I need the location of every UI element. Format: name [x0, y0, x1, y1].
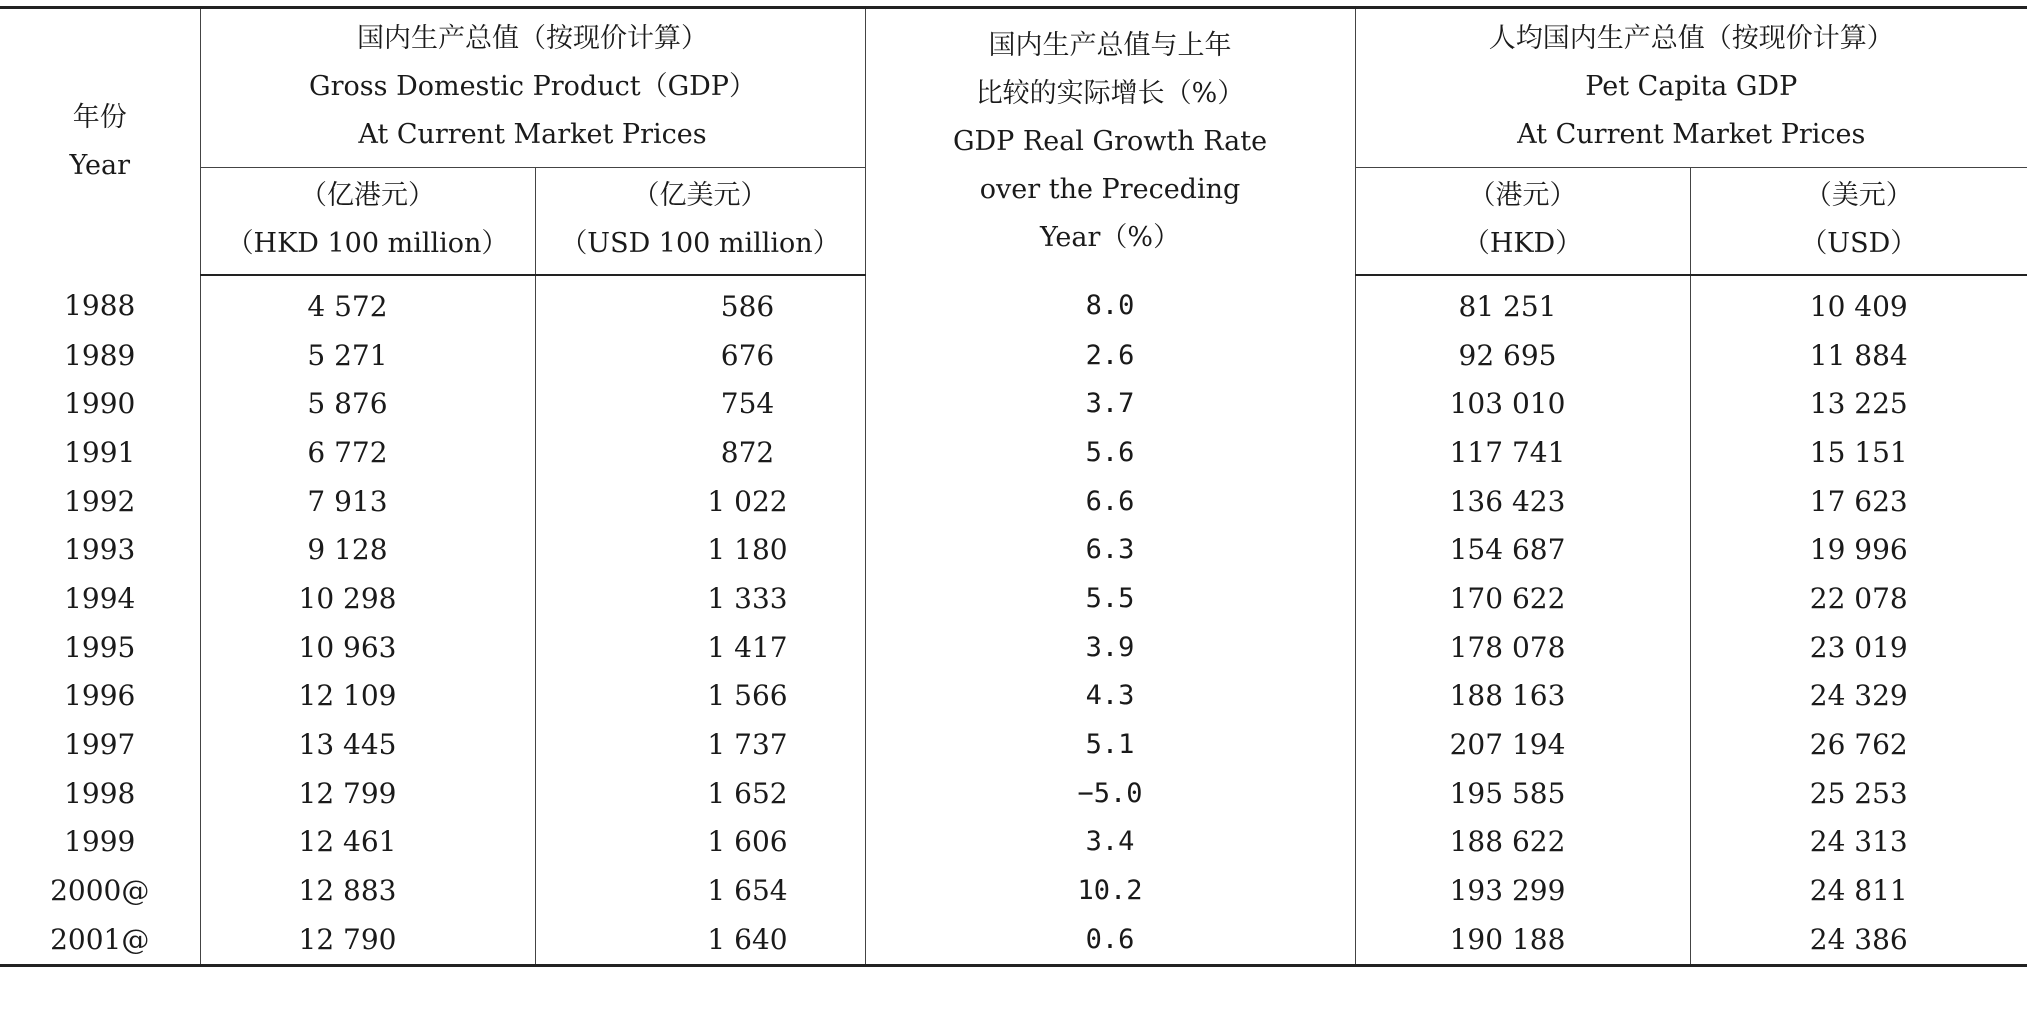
table-row: [0, 275, 2027, 331]
cell-year: 1992: [0, 477, 200, 526]
cell-gdp-hkd: 12 109: [200, 672, 535, 721]
usd-subheader-zh: （亿美元）: [632, 180, 768, 211]
table-row: [0, 574, 2027, 623]
year-header: [0, 8, 200, 276]
cell-pc-usd: 24 313: [1809, 825, 1908, 859]
year-header-en: Year: [69, 150, 130, 181]
pc-header-zh: 人均国内生产总值（按现价计算）: [1488, 23, 1894, 54]
table-row: [0, 818, 2027, 867]
cell-pc-usd: 24 386: [1690, 915, 2027, 965]
cell-pc-usd: 24 811: [1809, 874, 1908, 908]
pc-hkd-subheader-zh: （港元）: [1468, 180, 1577, 211]
cell-pc-usd: 10 409: [1809, 289, 1908, 323]
cell-pc-hkd: 170 622: [1355, 574, 1690, 623]
cell-pc-hkd: 188 163: [1355, 672, 1690, 721]
growth-header-en1: GDP Real Growth Rate: [952, 126, 1268, 157]
cell-year: 1998: [0, 769, 200, 818]
cell-pc-hkd: 207 194: [1355, 720, 1690, 769]
cell-year: 1999: [0, 818, 200, 867]
table-row: [0, 331, 2027, 380]
cell-gdp-usd: 1 417: [535, 623, 865, 672]
cell-gdp-hkd: 12 883: [200, 866, 535, 915]
table-body: [0, 275, 2027, 965]
usd-subheader-en: （USD 100 million）: [560, 228, 840, 259]
gdp-header-en2: At Current Market Prices: [358, 119, 707, 150]
cell-year: 1991: [0, 428, 200, 477]
pc-usd-subheader-zh: （美元）: [1804, 180, 1913, 211]
cell-growth: 6.6: [865, 477, 1355, 526]
per-capita-header: [1355, 8, 2027, 168]
cell-gdp-hkd: 12 461: [200, 818, 535, 867]
cell-growth: 10.2: [865, 866, 1355, 915]
pc-hkd-subheader-en: （HKD）: [1462, 228, 1583, 259]
cell-gdp-hkd: 6 772: [200, 428, 535, 477]
growth-header-zh2: 比较的实际增长（%）: [975, 78, 1245, 109]
cell-gdp-hkd: 5 271: [200, 331, 535, 380]
cell-pc-usd: 24 329: [1809, 679, 1908, 713]
cell-pc-usd: 19 996: [1809, 533, 1908, 567]
cell-growth: 0.6: [865, 915, 1355, 965]
cell-pc-hkd: 92 695: [1355, 331, 1690, 380]
cell-year: 1994: [0, 574, 200, 623]
cell-pc-usd: 25 253: [1809, 776, 1908, 810]
cell-gdp-usd: 754: [535, 379, 865, 428]
hkd-subheader-en: （HKD 100 million）: [226, 228, 509, 259]
cell-growth: 5.6: [865, 428, 1355, 477]
cell-gdp-hkd: 5 876: [200, 379, 535, 428]
table-row: [0, 672, 2027, 721]
cell-gdp-usd: 586: [535, 275, 865, 331]
cell-gdp-usd: 1 566: [535, 672, 865, 721]
gdp-header-en1: Gross Domestic Product（GDP）: [309, 71, 756, 102]
cell-pc-usd: 15 151: [1809, 435, 1908, 469]
cell-gdp-hkd: 7 913: [200, 477, 535, 526]
cell-gdp-hkd: 10 963: [200, 623, 535, 672]
table-row: [0, 623, 2027, 672]
cell-gdp-hkd: 10 298: [200, 574, 535, 623]
cell-gdp-usd: 1 022: [535, 477, 865, 526]
cell-pc-hkd: 117 741: [1355, 428, 1690, 477]
cell-growth: 4.3: [865, 672, 1355, 721]
cell-gdp-hkd: 9 128: [200, 525, 535, 574]
cell-growth: 6.3: [865, 525, 1355, 574]
cell-gdp-usd: 1 652: [535, 769, 865, 818]
table-row: [0, 477, 2027, 526]
cell-pc-usd: 26 762: [1809, 728, 1908, 762]
hkd-subheader: [200, 168, 535, 276]
cell-year: 1996: [0, 672, 200, 721]
cell-gdp-hkd: 12 799: [200, 769, 535, 818]
cell-growth: 5.5: [865, 574, 1355, 623]
usd-subheader: [535, 168, 865, 276]
cell-pc-hkd: 190 188: [1355, 915, 1690, 965]
pc-hkd-subheader: [1355, 168, 1690, 276]
cell-pc-hkd: 178 078: [1355, 623, 1690, 672]
cell-pc-hkd: 81 251: [1355, 275, 1690, 331]
cell-year: 1989: [0, 331, 200, 380]
cell-growth: 5.1: [865, 720, 1355, 769]
cell-year: 2001@: [0, 915, 200, 965]
cell-gdp-usd: 1 333: [535, 574, 865, 623]
pc-header-en2: At Current Market Prices: [1517, 119, 1866, 150]
table-row: [0, 379, 2027, 428]
cell-gdp-usd: 1 737: [535, 720, 865, 769]
cell-gdp-usd: 1 180: [535, 525, 865, 574]
cell-year: 1990: [0, 379, 200, 428]
cell-gdp-usd: 676: [535, 331, 865, 380]
table-row: [0, 915, 2027, 965]
pc-usd-subheader: [1690, 168, 2027, 276]
cell-growth: 3.7: [865, 379, 1355, 428]
cell-pc-hkd: 103 010: [1355, 379, 1690, 428]
growth-header-zh1: 国内生产总值与上年: [988, 30, 1232, 61]
hkd-subheader-zh: （亿港元）: [300, 180, 435, 211]
cell-growth: −5.0: [865, 769, 1355, 818]
cell-pc-hkd: 136 423: [1355, 477, 1690, 526]
cell-gdp-usd: 1 606: [535, 818, 865, 867]
cell-pc-hkd: 195 585: [1355, 769, 1690, 818]
cell-pc-usd: 17 623: [1809, 484, 1908, 518]
gdp-table: [0, 6, 2027, 967]
table-header: [0, 8, 2027, 276]
cell-pc-hkd: 188 622: [1355, 818, 1690, 867]
cell-gdp-hkd: 13 445: [200, 720, 535, 769]
cell-gdp-usd: 872: [535, 428, 865, 477]
growth-header-en3: Year（%）: [1039, 222, 1181, 253]
growth-header: [865, 8, 1355, 276]
cell-gdp-usd: 1 654: [535, 866, 865, 915]
cell-year: 1997: [0, 720, 200, 769]
cell-growth: 2.6: [865, 331, 1355, 380]
cell-growth: 3.9: [865, 623, 1355, 672]
gdp-header-zh: 国内生产总值（按现价计算）: [357, 23, 708, 54]
cell-pc-usd: 23 019: [1809, 630, 1908, 664]
cell-pc-hkd: 193 299: [1355, 866, 1690, 915]
cell-gdp-hkd: 4 572: [200, 275, 535, 331]
table-row: [0, 769, 2027, 818]
cell-growth: 8.0: [865, 275, 1355, 331]
cell-pc-usd: 13 225: [1809, 387, 1908, 421]
cell-pc-hkd: 154 687: [1355, 525, 1690, 574]
pc-header-en1: Pet Capita GDP: [1585, 71, 1798, 102]
table-row: [0, 525, 2027, 574]
cell-year: 1993: [0, 525, 200, 574]
pc-usd-subheader-en: （USD）: [1800, 228, 1918, 259]
cell-growth: 3.4: [865, 818, 1355, 867]
year-header-zh: 年份: [72, 102, 127, 133]
cell-pc-usd: 22 078: [1809, 581, 1908, 615]
growth-header-en2: over the Preceding: [979, 174, 1241, 205]
table-row: [0, 720, 2027, 769]
table-row: [0, 428, 2027, 477]
cell-gdp-usd: 1 640: [535, 915, 865, 965]
cell-gdp-hkd: 12 790: [200, 915, 535, 965]
cell-year: 1995: [0, 623, 200, 672]
cell-year: 1988: [0, 275, 200, 331]
table-row: [0, 866, 2027, 915]
cell-year: 2000@: [0, 866, 200, 915]
cell-pc-usd: 11 884: [1809, 338, 1908, 372]
gdp-header: [200, 8, 865, 168]
